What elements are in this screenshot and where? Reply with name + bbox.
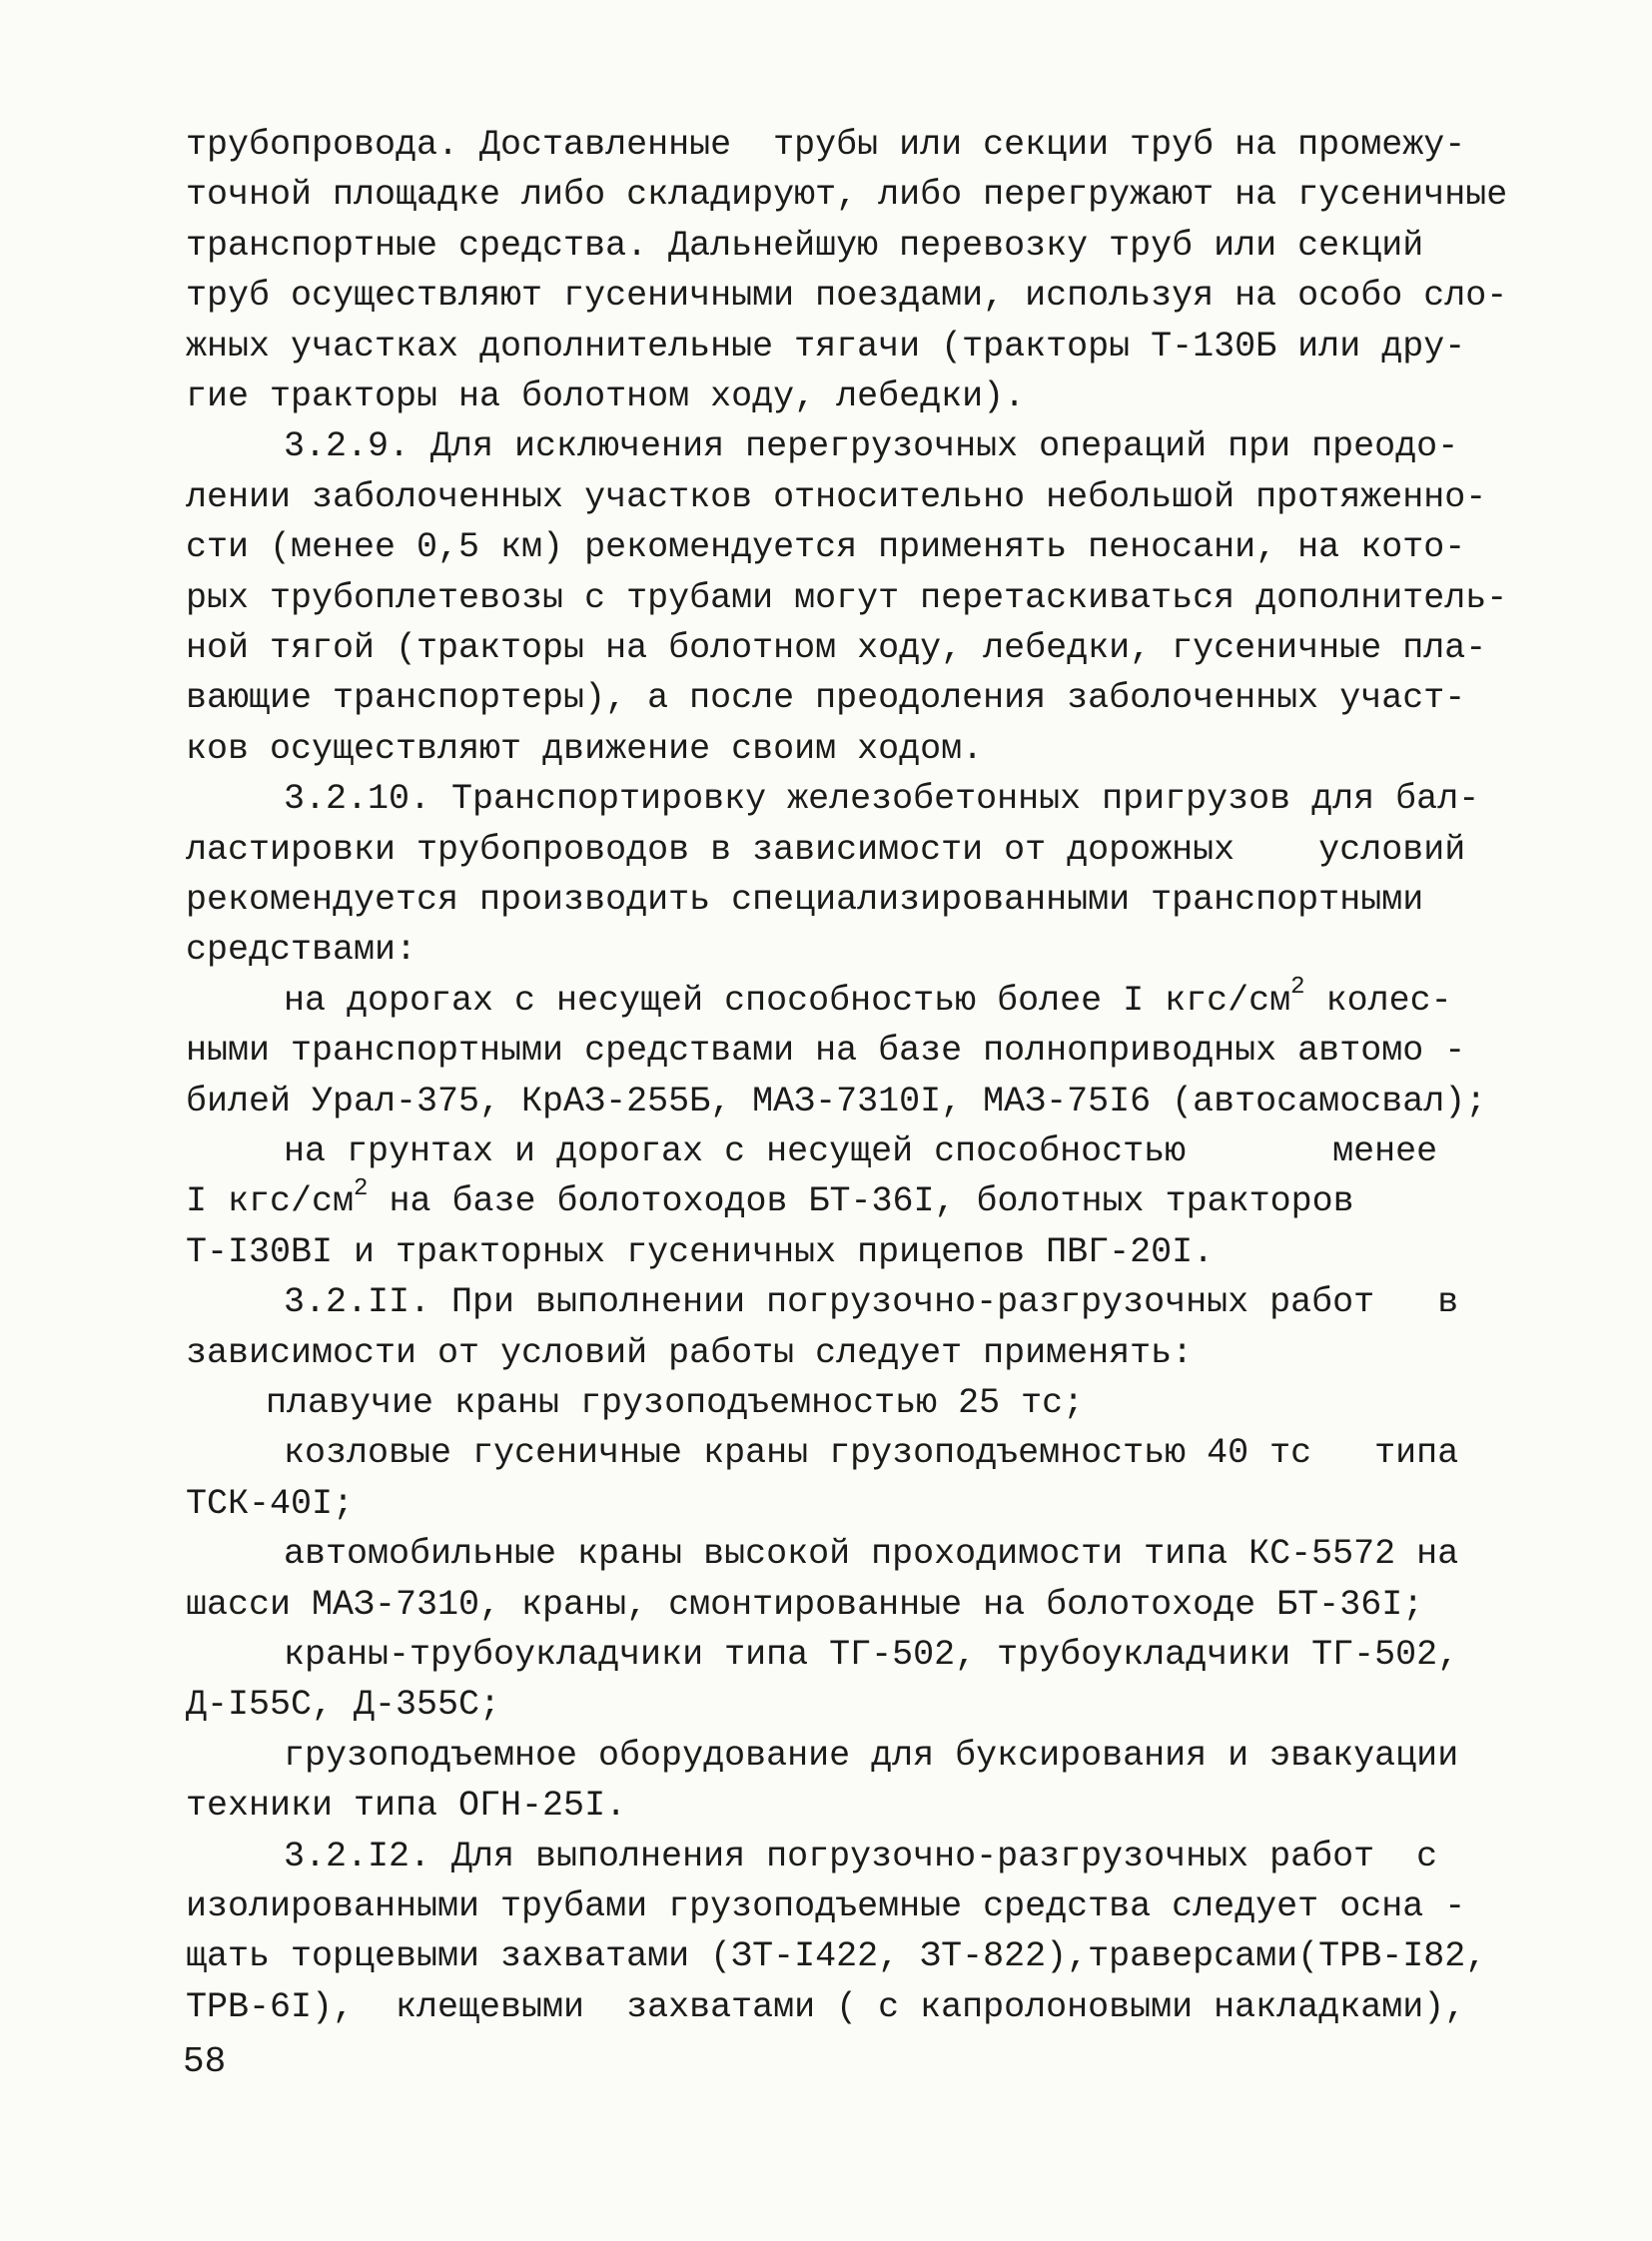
text-line bbox=[186, 271, 1507, 321]
text-line-content: Т-I30ВI и тракторных гусеничных прицепов ПВГ-20I. bbox=[186, 1231, 1215, 1272]
text-line bbox=[186, 522, 1465, 572]
superscript: 2 bbox=[354, 1174, 369, 1202]
text-line-content: 3.2.II. При выполнении погрузочно-разгрузочных работ в bbox=[284, 1282, 1459, 1323]
text-line bbox=[186, 573, 1507, 623]
page-number: 58 bbox=[183, 2041, 227, 2082]
text-line bbox=[266, 1378, 1084, 1428]
text-line bbox=[186, 724, 983, 774]
text-line-content: автомобильные краны высокой проходимости типа КС-5572 на bbox=[284, 1534, 1459, 1575]
text-line bbox=[284, 1529, 1458, 1579]
text-line-content: на дорогах с несущей способностью более I кгс/см bbox=[284, 980, 1291, 1021]
text-line-content: лении заболоченных участков относительно небольшой протяженно- bbox=[186, 476, 1487, 517]
text-line bbox=[186, 825, 1465, 875]
text-line bbox=[186, 623, 1486, 673]
text-line bbox=[186, 673, 1465, 723]
text-line-content: 3.2.I2. Для выполнения погрузочно-разгрузочных работ с bbox=[284, 1836, 1438, 1876]
text-line bbox=[186, 1328, 1193, 1378]
text-line-content: шасси МАЗ-7310, краны, смонтированные на болотоходе БТ-36I; bbox=[186, 1584, 1424, 1625]
text-line-content: зависимости от условий работы следует применять: bbox=[186, 1332, 1194, 1373]
text-line bbox=[186, 322, 1465, 372]
text-line-content: изолированными трубами грузоподъемные средства следует осна - bbox=[186, 1886, 1466, 1926]
text-line-content: на грунтах и дорогах с несущей способностью менее bbox=[284, 1131, 1438, 1171]
text-line bbox=[284, 421, 1458, 471]
text-line-content: гие тракторы на болотном ходу, лебедки). bbox=[186, 376, 1026, 416]
text-line bbox=[186, 120, 1465, 170]
text-line-content: труб осуществляют гусеничными поездами, используя на особо сло- bbox=[186, 276, 1508, 317]
text-line-content: средствами: bbox=[186, 930, 417, 971]
text-line bbox=[186, 1176, 1354, 1226]
text-line-content: краны-трубоукладчики типа ТГ-502, трубоукладчики ТГ-502, bbox=[284, 1635, 1459, 1675]
text-line bbox=[284, 1126, 1437, 1176]
text-line bbox=[186, 472, 1486, 522]
text-line-content: грузоподъемное оборудование для буксирования и эвакуации bbox=[284, 1735, 1459, 1776]
text-line bbox=[284, 774, 1479, 824]
text-line-content: рекомендуется производить специализированными транспортными bbox=[186, 880, 1424, 920]
text-line-content: плавучие краны грузоподъемностью 25 тс; bbox=[266, 1383, 1085, 1423]
text-line-content: козловые гусеничные краны грузоподъемностью 40 тс типа bbox=[284, 1433, 1459, 1474]
text-line bbox=[186, 372, 1025, 421]
text-line bbox=[284, 1428, 1458, 1478]
text-line-content: рых трубоплетевозы с трубами могут перетаскиваться дополнитель- bbox=[186, 577, 1508, 618]
text-line-content: билей Урал-375, КрАЗ-255Б, МАЗ-7310I, МАЗ-75I6 (автосамосвал); bbox=[186, 1081, 1487, 1121]
text-line bbox=[186, 1781, 626, 1831]
text-line-content: щать торцевыми захватами (ЗТ-I422, ЗТ-822),траверсами(ТРВ-I82, bbox=[186, 1936, 1487, 1977]
text-line-tail: на базе болотоходов БТ-36I, болотных тракторов bbox=[368, 1181, 1354, 1222]
text-line bbox=[186, 1077, 1486, 1126]
text-line-content: точной площадке либо складируют, либо перегружают на гусеничные bbox=[186, 175, 1508, 216]
text-line bbox=[186, 170, 1507, 220]
text-line bbox=[284, 1630, 1458, 1680]
text-line bbox=[284, 1731, 1458, 1781]
text-line bbox=[186, 1680, 500, 1730]
superscript: 2 bbox=[1290, 974, 1305, 1002]
text-line bbox=[186, 1479, 354, 1529]
text-line bbox=[186, 875, 1423, 925]
text-line-content: вающие транспортеры), а после преодоления заболоченных участ- bbox=[186, 678, 1466, 719]
text-line-content: I кгс/см bbox=[186, 1181, 355, 1222]
text-line bbox=[186, 1931, 1486, 1981]
text-line-content: Д-I55С, Д-355С; bbox=[186, 1685, 501, 1726]
text-line bbox=[186, 1881, 1465, 1931]
text-line-content: техники типа ОГН-25I. bbox=[186, 1786, 627, 1827]
text-line bbox=[186, 1227, 1214, 1277]
text-line-content: 3.2.10. Транспортировку железобетонных пригрузов для бал- bbox=[284, 779, 1480, 820]
text-line-content: 3.2.9. Для исключения перегрузочных операций при преодо- bbox=[284, 426, 1459, 467]
text-line-content: ной тягой (тракторы на болотном ходу, лебедки, гусеничные пла- bbox=[186, 628, 1487, 668]
text-line bbox=[186, 221, 1423, 271]
text-line-content: трубопровода. Доставленные трубы или секции труб на промежу- bbox=[186, 125, 1466, 165]
text-line-content: сти (менее 0,5 км) рекомендуется применять пеносани, на кото- bbox=[186, 527, 1466, 568]
text-line bbox=[186, 1580, 1423, 1630]
text-line bbox=[186, 925, 416, 975]
text-line-content: ластировки трубопроводов в зависимости от дорожных условий bbox=[186, 829, 1466, 870]
text-line bbox=[284, 1277, 1458, 1327]
text-line-tail: колес- bbox=[1304, 980, 1452, 1021]
text-line-content: ТРВ-6I), клещевыми захватами ( с капролоновыми накладками), bbox=[186, 1986, 1466, 2027]
text-line-content: ТСК-40I; bbox=[186, 1483, 355, 1524]
text-line-content: жных участках дополнительные тягачи (тракторы Т-130Б или дру- bbox=[186, 326, 1466, 367]
text-line bbox=[284, 976, 1452, 1026]
text-line bbox=[186, 1982, 1465, 2032]
text-line-content: ными транспортными средствами на базе полноприводных автомо - bbox=[186, 1031, 1466, 1072]
text-line-content: ков осуществляют движение своим ходом. bbox=[186, 728, 984, 769]
text-line-content: транспортные средства. Дальнейшую перевозку труб или секций bbox=[186, 225, 1424, 266]
text-line bbox=[284, 1832, 1437, 1881]
text-line bbox=[186, 1026, 1465, 1076]
